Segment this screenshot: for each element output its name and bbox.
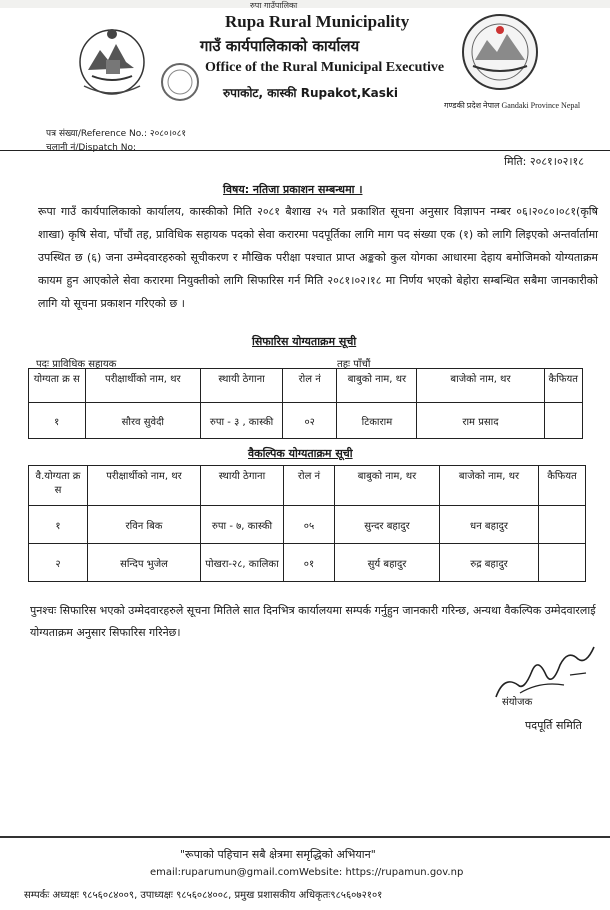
- alternate-table: [28, 465, 586, 582]
- municipality-logo: [455, 12, 545, 92]
- top-caption: रुपा गाउँपालिका: [250, 1, 298, 10]
- column-header: कैफियत: [544, 369, 582, 403]
- table-cell: १: [29, 403, 86, 439]
- table-cell: टिकाराम: [337, 403, 417, 439]
- table-cell: रुपा - ७, कास्की: [201, 506, 284, 544]
- table-cell: राम प्रसाद: [417, 403, 544, 439]
- column-header: वै.योग्यता क्र स: [29, 466, 88, 506]
- header-divider: [0, 150, 610, 151]
- table-row: [29, 544, 586, 582]
- column-header: योग्यता क्र स: [29, 369, 86, 403]
- column-header: स्थायी ठेगाना: [201, 466, 284, 506]
- table-cell: सुन्दर बहादुर: [335, 506, 440, 544]
- postscript-note: पुनश्चः सिफारिस भएको उम्मेदवारहरुले सूचना मितिले सात दिनभित्र कार्यालयमा सम्पर्क गर्नुहुन जानकारी गरिन्छ, अन्यथा वैकल्पिक उम्मेदवारलाई योग्यताक्रम अनुसार सिफारिस गरिनेछ।: [30, 604, 596, 639]
- province-label: गण्डकी प्रदेश नेपाल Gandaki Province Nepal: [444, 101, 581, 110]
- signatory-role: संयोजक: [502, 697, 533, 708]
- dispatch-number: चलानी नं/Dispatch No:: [46, 143, 137, 153]
- table-cell: पोखरा-२८, कालिका: [201, 544, 284, 582]
- post-label: पदः प्राविधिक सहायक: [36, 359, 117, 370]
- table-cell: [539, 544, 586, 582]
- office-name-np: गाउँ कार्यपालिकाको कार्यालय: [200, 37, 360, 55]
- notice-date: मिति: २०८१।०२।१८: [504, 155, 584, 168]
- column-header: रोल नं: [284, 466, 335, 506]
- top-strip: [0, 0, 610, 8]
- column-header: परीक्षार्थीको नाम, थर: [85, 369, 201, 403]
- table-cell: ०२: [283, 403, 337, 439]
- column-header: रोल नं: [283, 369, 337, 403]
- office-address: रुपाकोट, कास्की Rupakot,Kaski: [223, 86, 399, 100]
- table-cell: १: [29, 506, 88, 544]
- table-header-row: [29, 369, 583, 403]
- table-cell: ०५: [284, 506, 335, 544]
- table-row: [29, 403, 583, 439]
- footer-divider: [0, 836, 610, 838]
- table-cell: रुद्र बहादुर: [440, 544, 539, 582]
- table-cell: २: [29, 544, 88, 582]
- column-header: बाजेको नाम, थर: [440, 466, 539, 506]
- footer-contact: सम्पर्कः अध्यक्षः ९८५६०८४००९, उपाध्यक्षः ९८५६०८४००८, प्रमुख प्रशासकीय अधिकृतः९८५६०७२१०१: [24, 890, 383, 901]
- committee-name: पदपूर्ति समिति: [525, 719, 582, 732]
- reference-number: पत्र संख्या/Reference No.: २०८०।०८१: [46, 129, 187, 139]
- notice-body: रूपा गाउँ कार्यपालिकाको कार्यालय, कास्कीको मिति २०८१ बैशाख २५ गते प्रकाशित सूचना अनुसार विज्ञापन नम्बर ०६।२०८०।०८१(कृषि शाखा) कृषि सेवा, पाँचौं तह, प्राविधिक सहायक पदको सेवा करारमा पदपूर्तिका लागि माग पद संख्या एक (१) को लागि लिइएको अन्तर्वार्तामा उपस्थित छ (६) जना उम्मेदवारहरुको सूचीकरण र मौखिक परीक्षा पश्चात प्राप्त अङ्कको कुल योगका आधारमा देहाय बमोजिमको योग्यताक्रम कायम हुन आएकोले सेवा करारमा नियुक्तीको लागि सिफारिस गर्न मिति २०८१।०२।१८ मा निर्णय भएको बेहोरा सम्बन्धित सबैमा जानकारीको लागि यो सूचना प्रकाशन गरिएको छ ।: [38, 205, 598, 310]
- alternate-list-title: वैकल्पिक योग्यताक्रम सूची: [248, 447, 353, 460]
- office-name-en: Office of the Rural Municipal Executive: [205, 60, 445, 75]
- footer-email-website: email:ruparumun@gmail.comWebsite: https://rupamun.gov.np: [150, 867, 464, 878]
- table-cell: रविन बिक: [88, 506, 201, 544]
- footer-slogan: "रूपाको पहिचान सबै क्षेत्रमा समृद्धिको अभियान": [180, 848, 376, 861]
- column-header: परीक्षार्थीको नाम, थर: [88, 466, 201, 506]
- table-cell: [544, 403, 582, 439]
- column-header: बाबुको नाम, थर: [337, 369, 417, 403]
- column-header: बाजेको नाम, थर: [417, 369, 544, 403]
- column-header: कैफियत: [539, 466, 586, 506]
- recommended-table: [28, 368, 583, 439]
- level-label: तहः पाँचौं: [337, 359, 371, 370]
- table-row: [29, 506, 586, 544]
- table-header-row: [29, 466, 586, 506]
- table-cell: धन बहादुर: [440, 506, 539, 544]
- table-cell: रुपा - ३ , कास्की: [201, 403, 283, 439]
- table-cell: सन्दिप भुजेल: [88, 544, 201, 582]
- recommended-list-title: सिफारिस योग्यताक्रम सूची: [252, 335, 357, 348]
- table-cell: ०१: [284, 544, 335, 582]
- table-cell: सौरव सुवेदी: [85, 403, 201, 439]
- nepal-emblem-logo: [70, 20, 200, 110]
- column-header: स्थायी ठेगाना: [201, 369, 283, 403]
- column-header: बाबुको नाम, थर: [335, 466, 440, 506]
- notice-subject: विषय: नतिजा प्रकाशन सम्बन्धमा ।: [223, 183, 363, 196]
- table-cell: सुर्य बहादुर: [335, 544, 440, 582]
- municipality-title: Rupa Rural Municipality: [225, 12, 410, 31]
- table-cell: [539, 506, 586, 544]
